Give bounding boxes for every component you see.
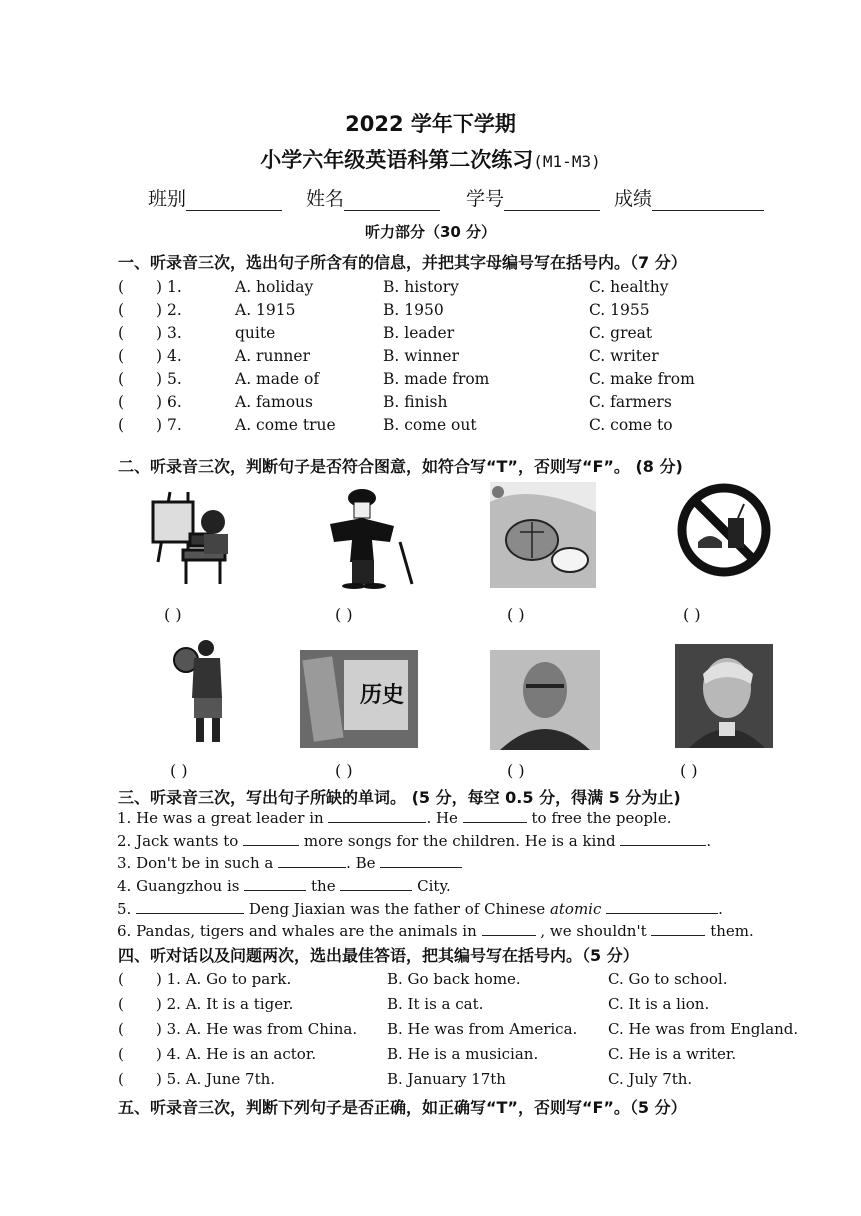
answer-bracket[interactable]: ( ) bbox=[335, 605, 353, 624]
section4-list bbox=[118, 970, 818, 1095]
blank-input[interactable] bbox=[136, 899, 244, 914]
section1-list bbox=[118, 278, 818, 439]
blank-input[interactable] bbox=[243, 831, 299, 846]
list-item[interactable]: ( ) 5. A. made of B. made from C. make from bbox=[118, 370, 695, 388]
score-field[interactable]: 成绩 bbox=[614, 184, 764, 211]
student-id-field[interactable]: 学号 bbox=[466, 184, 600, 211]
class-field[interactable]: 班别 bbox=[148, 184, 282, 211]
section3-title: 三、听录音三次，写出句子所缺的单词。 (5 分，每空 0.5 分，得满 5 分为止) bbox=[118, 788, 681, 807]
list-item[interactable]: ( ) 4. A. runner B. winner C. writer bbox=[118, 347, 659, 365]
blank-input[interactable] bbox=[340, 876, 412, 891]
title-exam bbox=[0, 144, 861, 174]
answer-bracket[interactable]: ( ) bbox=[507, 605, 525, 624]
blank-input[interactable] bbox=[244, 876, 306, 891]
list-item[interactable]: ( ) 3. A. He was from China. B. He was from America. C. He was from England. bbox=[118, 1020, 799, 1038]
blank-input[interactable] bbox=[463, 808, 527, 823]
mozart-portrait bbox=[675, 644, 773, 748]
blank-input[interactable] bbox=[328, 808, 426, 823]
fill-sentence-5: 5. Deng Jiaxian was the father of Chinese atomic . bbox=[117, 900, 723, 918]
section4-title: 四、听对话以及问题两次，选出最佳答语，把其编号写在括号内。（5 分） bbox=[118, 946, 639, 965]
no-junk-food-sign bbox=[676, 482, 772, 578]
charlie-chaplin-picture bbox=[320, 482, 420, 590]
list-item[interactable]: ( ) 5. A. June 7th. B. January 17th C. July 7th. bbox=[118, 1070, 693, 1088]
list-item[interactable]: ( ) 4. A. He is an actor. B. He is a musician. C. He is a writer. bbox=[118, 1045, 737, 1063]
blank-input[interactable] bbox=[278, 853, 346, 868]
list-item[interactable]: ( ) 3. quite B. leader C. great bbox=[118, 324, 653, 342]
name-field[interactable]: 姓名 bbox=[306, 184, 440, 211]
fill-sentence-4: 4. Guangzhou is the City. bbox=[117, 877, 451, 895]
section1-title: 一、听录音三次，选出句子所含有的信息，并把其字母编号写在括号内。（7 分） bbox=[118, 253, 687, 272]
title-suffix: (M1-M3) bbox=[533, 152, 601, 171]
list-item[interactable]: ( ) 1. A. holiday B. history C. healthy bbox=[118, 278, 669, 296]
listening-part-heading: 听力部分（30 分） bbox=[364, 223, 497, 241]
fill-sentence-1: 1. He was a great leader in . He to free the people. bbox=[117, 809, 672, 827]
blank-input[interactable] bbox=[606, 899, 718, 914]
answer-bracket[interactable]: ( ) bbox=[507, 761, 525, 780]
answer-bracket[interactable]: ( ) bbox=[683, 605, 701, 624]
title-year: 2022 学年下学期 bbox=[345, 112, 516, 136]
sun-yat-sen-portrait bbox=[490, 650, 600, 750]
list-item[interactable]: ( ) 6. A. famous B. finish C. farmers bbox=[118, 393, 672, 411]
fill-sentence-2: 2. Jack wants to more songs for the children. He is a kind . bbox=[117, 832, 712, 850]
answer-bracket[interactable]: ( ) bbox=[680, 761, 698, 780]
fill-sentence-6: 6. Pandas, tigers and whales are the animals in , we shouldn't them. bbox=[117, 922, 754, 940]
list-item[interactable]: ( ) 7. A. come true B. come out C. come to bbox=[118, 416, 673, 434]
turtle-dog-picture bbox=[490, 482, 596, 588]
list-item[interactable]: ( ) 2. A. 1915 B. 1950 C. 1955 bbox=[118, 301, 650, 319]
blank-input[interactable] bbox=[482, 921, 536, 936]
history-books-picture bbox=[300, 650, 418, 748]
answer-bracket[interactable]: ( ) bbox=[164, 605, 182, 624]
child-painting-picture bbox=[148, 482, 238, 587]
basketball-player-picture bbox=[172, 638, 236, 744]
list-item[interactable]: ( ) 2. A. It is a tiger. B. It is a cat. C. It is a lion. bbox=[118, 995, 710, 1013]
list-item[interactable]: ( ) 1. A. Go to park. B. Go back home. C. Go to school. bbox=[118, 970, 728, 988]
answer-bracket[interactable]: ( ) bbox=[170, 761, 188, 780]
blank-input[interactable] bbox=[380, 853, 462, 868]
section5-title: 五、听录音三次，判断下列句子是否正确，如正确写“T”，否则写“F”。（5 分） bbox=[118, 1098, 687, 1117]
book-cover-text: 历史 bbox=[360, 683, 405, 708]
title-main: 小学六年级英语科第二次练习 bbox=[260, 148, 534, 172]
answer-bracket[interactable]: ( ) bbox=[335, 761, 353, 780]
fill-sentence-3: 3. Don't be in such a . Be bbox=[117, 853, 462, 872]
blank-input[interactable] bbox=[620, 831, 706, 846]
blank-input[interactable] bbox=[651, 921, 705, 936]
section2-title: 二、听录音三次，判断句子是否符合图意，如符合写“T”，否则写“F”。 (8 分) bbox=[118, 457, 683, 476]
